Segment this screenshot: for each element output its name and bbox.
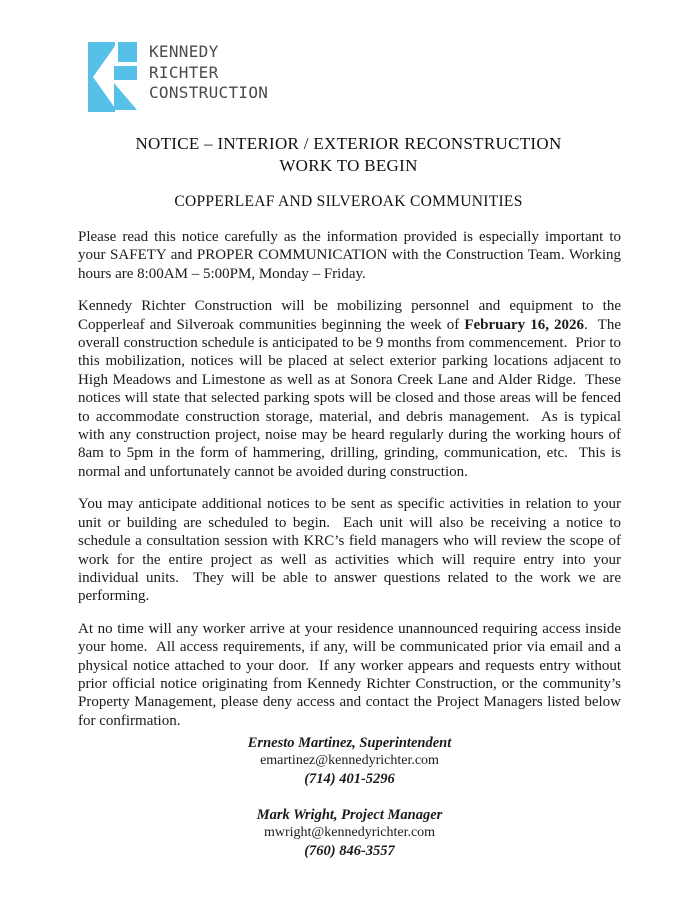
letterhead xyxy=(0,0,697,112)
contact-email: emartinez@kennedyrichter.com xyxy=(260,753,439,769)
mobilization-start-date: February 16, 2026 xyxy=(464,316,585,333)
notice-title xyxy=(0,133,697,177)
contact-email: mwright@kennedyrichter.com xyxy=(263,825,436,841)
notice-title-line2: WORK TO BEGIN xyxy=(279,156,418,175)
paragraph-read-carefully: Please read this notice carefully as the information provided is especially important to your SAFETY and PROPER COMMUNICATION with the Construction Team. Working hours are 8:00AM – 5:00PM, Monday – Friday. xyxy=(78,229,625,282)
paragraph-access-policy: At no time will any worker arrive at your residence unannounced requiring access inside your home. All access requirements, if any, will be communicated prior via email and a physical notice attached to your door. If any worker appears and requests entry without prior official notice originating from Kennedy Richter Construction, or the community’s Property Management, please deny access and contact the Project Managers listed below for confirmation. xyxy=(78,620,625,729)
communities-subtitle: COPPERLEAF AND SILVEROAK COMMUNITIES xyxy=(174,193,523,210)
contact-name: Ernesto Martinez, Superintendent xyxy=(247,735,452,752)
paragraph-mobilization-text-post: . The overall construction schedule is anticipated to be 9 months from commencement. Prior to this mobilization, notices will be placed at select exterior parking locations adjacent to High Meadows and Limestone as well as at Sonora Creek Lane and Alder Ridge. These notices will state that selected parking spots will be closed and those areas will be fenced to accommodate construction storage, material, and debris management. As is typical with any construction project, noise may be heard regularly during the working hours of 8am to 5pm in the form of hammering, drilling, grinding, communication, etc. This is normal and unfortunately cannot be avoided during construction. xyxy=(78,316,625,480)
notice-title-line1: NOTICE – INTERIOR / EXTERIOR RECONSTRUCTION xyxy=(135,134,562,153)
brand-line-kennedy: KENNEDY xyxy=(149,42,219,61)
contact-phone: (714) 401-5296 xyxy=(304,771,395,788)
contact-superintendent xyxy=(78,734,621,788)
paragraph-additional-notices: You may anticipate additional notices to be sent as specific activities in relation to your unit or building are scheduled to begin. Each unit will also be receiving a notice to schedule a consultation session with KRC’s field managers who will review the scope of work for the entire project as well as activities which will require entry into your individual units. They will be able to answer questions related to the work we are performing. xyxy=(78,496,625,605)
brand-name xyxy=(149,42,268,104)
paragraph-mobilization-text-pre: Kennedy Richter Construction will be mobilizing personnel and equipment to the Copperleaf and Silveroak communities beginning the week of xyxy=(78,298,625,333)
brand-line-richter: RICHTER xyxy=(149,62,219,82)
paragraph-mobilization xyxy=(78,297,625,481)
notice-body xyxy=(78,228,625,730)
contact-project-manager xyxy=(78,806,621,860)
brand-line-construction: CONSTRUCTION xyxy=(149,83,269,102)
contact-name: Mark Wright, Project Manager xyxy=(256,807,443,824)
krc-logo-icon xyxy=(88,42,138,112)
contact-phone: (760) 846-3557 xyxy=(304,843,395,860)
project-managers-contact-block xyxy=(78,734,621,860)
